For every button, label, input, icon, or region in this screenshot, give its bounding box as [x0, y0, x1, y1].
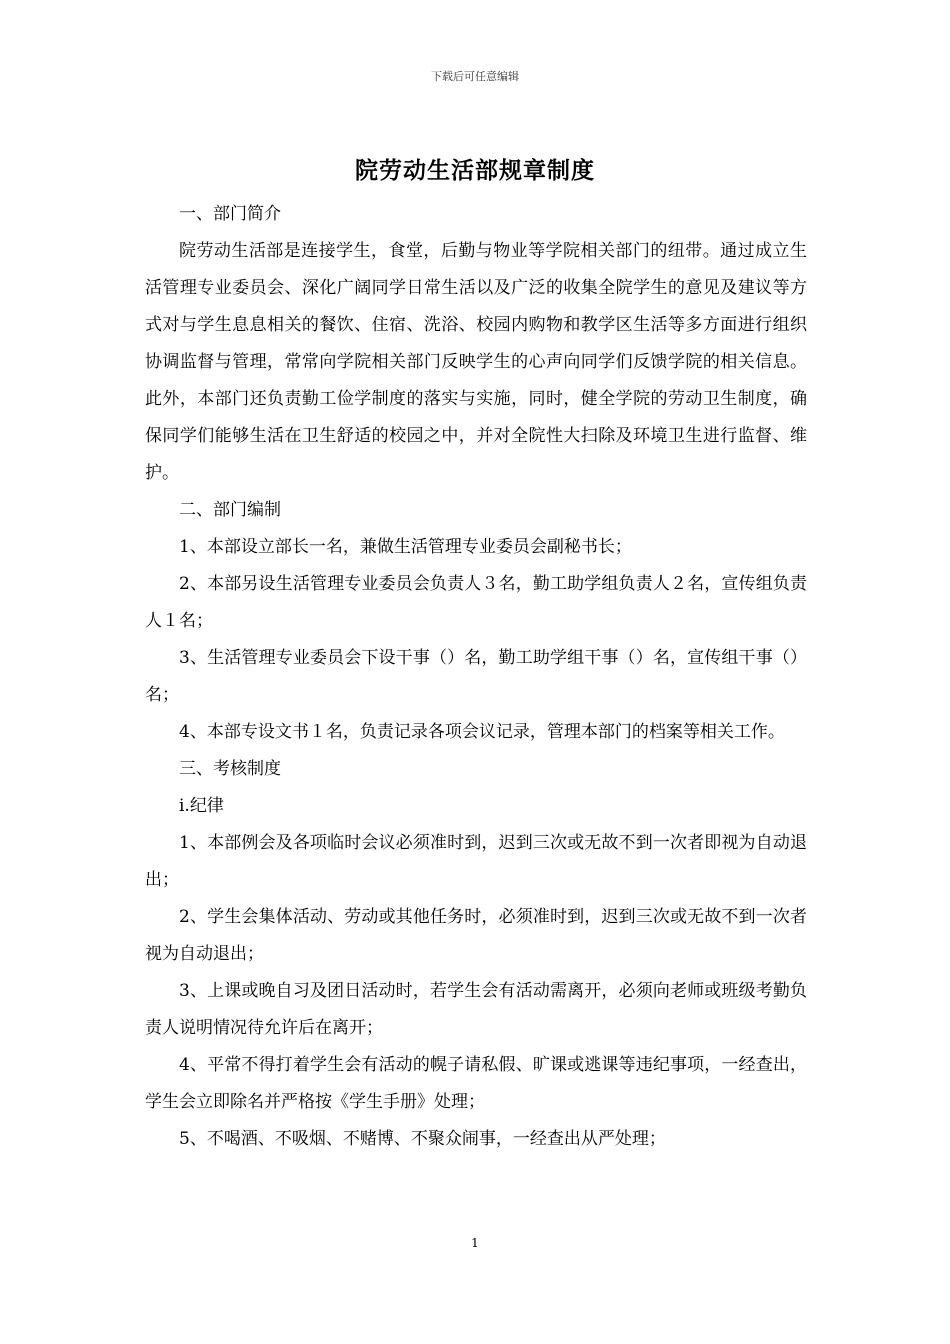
page-header: 下载后可任意编辑	[431, 70, 519, 83]
list-item-discipline-1: 1、本部例会及各项临时会议必须准时到，迟到三次或无故不到一次者即视为自动退出；	[145, 833, 807, 890]
document-title: 院劳动生活部规章制度	[355, 158, 595, 184]
list-item-staffing-1: 1、本部设立部长一名，兼做生活管理专业委员会副秘书长；	[179, 537, 632, 557]
list-item-staffing-4: 4、本部专设文书１名，负责记录各项会议记录，管理本部门的档案等相关工作。	[179, 722, 785, 742]
list-item-staffing-2: 2、本部另设生活管理专业委员会负责人３名，勤工助学组负责人２名，宣传组负责人１名；	[145, 574, 807, 631]
section-heading-staffing: 二、部门编制	[179, 500, 281, 520]
document-body	[145, 196, 807, 1158]
paragraph-intro: 院劳动生活部是连接学生，食堂，后勤与物业等学院相关部门的纽带。通过成立生活管理专业委员会、深化广阔同学日常生活以及广泛的收集全院学生的意见及建议等方式对与学生息息相关的餐饮、住宿、洗浴、校园内购物和教学区生活等多方面进行组织协调监督与管理，常常向学院相关部门反映学生的心声向同学们反馈学院的相关信息。此外，本部门还负责勤工俭学制度的落实与实施，同时，健全学院的劳动卫生制度，确保同学们能够生活在卫生舒适的校园之中，并对全院性大扫除及环境卫生进行监督、维护。	[145, 241, 807, 483]
section-heading-assessment: 三、考核制度	[179, 759, 281, 779]
list-item-discipline-3: 3、上课或晚自习及团日活动时，若学生会有活动需离开，必须向老师或班级考勤负责人说明情况待允许后在离开；	[145, 981, 807, 1038]
page-number: 1	[471, 1236, 479, 1250]
section-heading-intro: 一、部门简介	[179, 204, 281, 224]
list-item-discipline-4: 4、平常不得打着学生会有活动的幌子请私假、旷课或逃课等违纪事项，一经查出，学生会立即除名并严格按《学生手册》处理；	[145, 1055, 807, 1112]
list-item-staffing-3: 3、生活管理专业委员会下设干事（）名，勤工助学组干事（）名，宣传组干事（）名；	[145, 648, 807, 705]
subsection-heading-discipline: i.纪律	[179, 796, 224, 816]
list-item-discipline-5: 5、不喝酒、不吸烟、不赌博、不聚众闹事，一经查出从严处理；	[179, 1129, 666, 1149]
list-item-discipline-2: 2、学生会集体活动、劳动或其他任务时，必须准时到，迟到三次或无故不到一次者视为自动退出；	[145, 907, 807, 964]
